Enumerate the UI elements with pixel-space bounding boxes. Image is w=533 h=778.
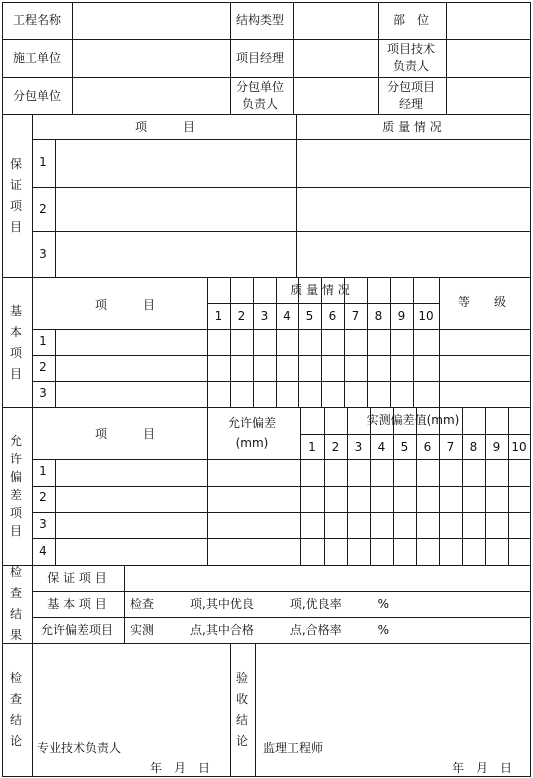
guarantee-row-number: 3 — [39, 247, 47, 261]
grid-line — [32, 459, 530, 460]
tolerance-col-number: 2 — [331, 440, 340, 454]
grid-line — [2, 643, 530, 644]
basic-row-number: 2 — [39, 360, 47, 374]
label-tech-lead: 项目技术负责人 — [386, 42, 435, 73]
tolerance-col-number: 9 — [492, 440, 501, 454]
basic-col-number: 5 — [305, 309, 314, 323]
grid-line — [2, 277, 530, 278]
grid-line — [32, 407, 33, 565]
grid-line — [207, 303, 439, 304]
basic-row-number: 1 — [39, 334, 47, 348]
grid-line — [2, 407, 530, 408]
basic-col-number: 1 — [214, 309, 223, 323]
side-label-tolerance: 允许偏差项目 — [9, 434, 22, 538]
basic-col-item: 项 目 — [94, 298, 156, 312]
grid-line — [32, 538, 530, 539]
grid-line — [530, 2, 531, 776]
tolerance-col-number: 8 — [469, 440, 478, 454]
grid-line — [55, 329, 56, 407]
grid-line — [367, 277, 368, 407]
basic-col-quality: 质 量 情 况 — [290, 283, 350, 297]
tolerance-col-number: 6 — [423, 440, 432, 454]
label-structure-type: 结构类型 — [235, 13, 285, 27]
tolerance-row-number: 3 — [39, 517, 47, 531]
grid-line — [207, 407, 208, 565]
tolerance-col-allow-unit: (mm) — [235, 436, 269, 450]
grid-line — [72, 2, 73, 114]
grid-line — [530, 407, 531, 565]
side-label-basic: 基本项目 — [9, 304, 22, 381]
grid-line — [255, 643, 256, 776]
grid-line — [378, 2, 379, 114]
label-project-name: 工程名称 — [12, 13, 62, 27]
grid-line — [439, 277, 440, 407]
grid-line — [124, 565, 125, 643]
basic-row-number: 3 — [39, 386, 47, 400]
grid-line — [347, 407, 348, 565]
grid-line — [253, 277, 254, 407]
basic-col-number: 10 — [418, 309, 434, 323]
grid-line — [296, 114, 297, 277]
result-row-tolerance-label: 允许偏差项目 — [40, 623, 114, 637]
grid-line — [2, 776, 531, 777]
grid-line — [2, 77, 530, 78]
grid-line — [32, 565, 33, 643]
basic-col-number: 2 — [237, 309, 246, 323]
grid-line — [32, 277, 33, 407]
grid-line — [2, 565, 530, 566]
grid-line — [32, 643, 33, 776]
grid-line — [32, 329, 530, 330]
basic-col-number: 3 — [260, 309, 269, 323]
basic-col-number: 7 — [351, 309, 360, 323]
label-construction-unit: 施工单位 — [12, 51, 62, 65]
guarantee-row-number: 1 — [39, 155, 47, 169]
date-left: 年 月 日 — [150, 761, 211, 775]
grid-line — [32, 617, 530, 618]
grid-line — [32, 591, 530, 592]
basic-col-number: 8 — [374, 309, 383, 323]
grid-line — [276, 277, 277, 407]
guarantee-col-quality: 质 量 情 况 — [382, 120, 442, 134]
grid-line — [2, 114, 530, 115]
tolerance-row-number: 4 — [39, 544, 47, 558]
grid-line — [300, 407, 301, 565]
grid-line — [2, 2, 3, 776]
tolerance-col-allow: 允许偏差 — [227, 416, 277, 430]
grid-line — [485, 407, 486, 565]
label-sub-project-manager: 分包项目经理 — [386, 80, 435, 111]
grid-line — [393, 407, 394, 565]
side-label-check-conclusion: 检查结论 — [9, 671, 22, 748]
grid-line — [32, 381, 530, 382]
grid-line — [508, 407, 509, 565]
grid-line — [370, 407, 371, 565]
grid-line — [32, 187, 530, 188]
grid-line — [293, 2, 294, 114]
grid-line — [390, 277, 391, 407]
label-project-manager: 项目经理 — [235, 51, 285, 65]
grid-line — [416, 407, 417, 565]
guarantee-col-item: 项 目 — [134, 120, 196, 134]
side-label-acceptance-conclusion: 验收结论 — [235, 671, 248, 748]
tolerance-col-number: 7 — [446, 440, 455, 454]
basic-col-number: 4 — [283, 309, 291, 323]
grid-line — [55, 459, 56, 565]
basic-col-grade: 等 级 — [457, 295, 507, 309]
signer-tech-lead: 专业技术负责人 — [37, 741, 122, 755]
grid-line — [32, 114, 33, 277]
result-row-basic-label: 基 本 项 目 — [47, 597, 107, 611]
grid-line — [462, 407, 463, 565]
tolerance-col-number: 4 — [377, 440, 386, 454]
grid-line — [300, 434, 530, 435]
basic-col-number: 9 — [397, 309, 406, 323]
label-subcontractor: 分包单位 — [12, 89, 62, 103]
tolerance-col-number: 3 — [354, 440, 363, 454]
grid-line — [32, 355, 530, 356]
grid-line — [32, 139, 530, 140]
label-location: 部 位 — [392, 13, 430, 27]
tolerance-col-number: 5 — [400, 440, 409, 454]
tolerance-col-measured: 实测偏差值(mm) — [366, 413, 460, 427]
result-row-basic-text: 检查 项,其中优良 项,优良率 % — [130, 597, 390, 611]
result-row-guarantee-label: 保 证 项 目 — [47, 571, 107, 585]
tolerance-row-number: 1 — [39, 464, 47, 478]
grid-line — [207, 277, 208, 407]
grid-line — [55, 139, 56, 277]
result-row-tolerance-text: 实测 点,其中合格 点,合格率 % — [130, 623, 390, 637]
grid-line — [32, 512, 530, 513]
label-sub-unit-lead: 分包单位负责人 — [235, 80, 284, 111]
grid-line — [230, 277, 231, 407]
date-right: 年 月 日 — [452, 761, 513, 775]
grid-line — [439, 407, 440, 565]
basic-col-number: 6 — [328, 309, 337, 323]
grid-line — [2, 39, 530, 40]
side-label-check-result: 检查结果 — [9, 565, 22, 642]
side-label-guarantee: 保证项目 — [9, 157, 22, 234]
tolerance-col-item: 项 目 — [94, 427, 156, 441]
tolerance-row-number: 2 — [39, 490, 47, 504]
grid-line — [446, 2, 447, 114]
grid-line — [2, 2, 530, 3]
tolerance-col-number: 10 — [511, 440, 527, 454]
grid-line — [32, 231, 530, 232]
signer-supervisor: 监理工程师 — [263, 741, 324, 755]
grid-line — [413, 277, 414, 407]
grid-line — [230, 643, 231, 776]
grid-line — [32, 486, 530, 487]
grid-line — [324, 407, 325, 565]
tolerance-col-number: 1 — [308, 440, 316, 454]
grid-line — [230, 2, 231, 114]
guarantee-row-number: 2 — [39, 202, 47, 216]
